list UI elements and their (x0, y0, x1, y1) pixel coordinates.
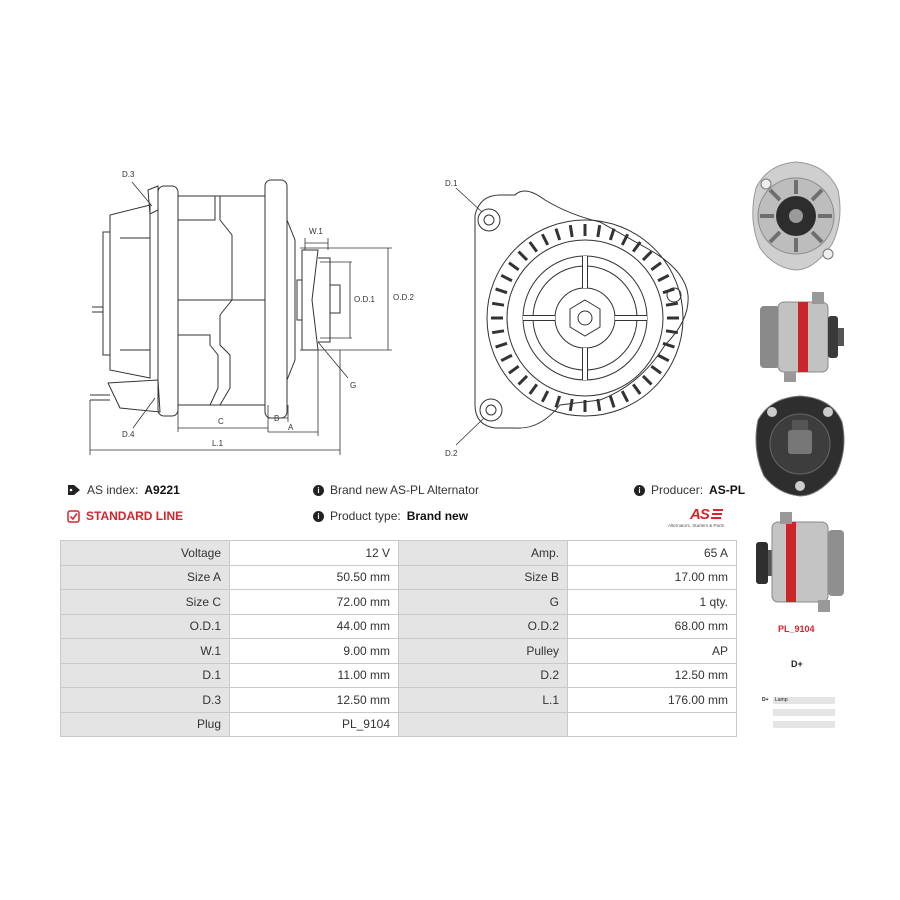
fan-slot (501, 355, 512, 360)
svg-text:D.2: D.2 (445, 449, 458, 458)
svg-text:B: B (274, 414, 280, 423)
fan-slot (658, 275, 669, 280)
info-icon: i (634, 485, 645, 496)
plug-pin-row (762, 721, 835, 728)
mount-hole-d1 (484, 215, 494, 225)
fan-slot (610, 229, 614, 240)
front-ring (265, 180, 287, 418)
fan-slot (556, 229, 560, 240)
table-row: W.1 9.00 mm Pulley AP (61, 639, 737, 664)
fan-slot (651, 366, 661, 373)
table-row: O.D.1 44.00 mm O.D.2 68.00 mm (61, 614, 737, 639)
fan-slot (496, 343, 507, 347)
fan-slot (643, 376, 651, 384)
product-photo-side-2[interactable] (756, 510, 848, 615)
table-row: Plug PL_9104 (61, 712, 737, 737)
fan-slot (496, 289, 507, 293)
svg-text:L.1: L.1 (212, 439, 224, 448)
fan-slots (491, 224, 679, 412)
logo-stripes-icon (710, 509, 724, 520)
fan-slot (530, 384, 537, 394)
as-index: AS index: A9221 (67, 483, 180, 497)
fan-slot (663, 343, 674, 347)
checkbox-icon (67, 510, 80, 523)
rear-housing (110, 205, 150, 378)
svg-text:D.3: D.3 (122, 170, 135, 179)
fan-slot (633, 384, 640, 394)
fan-slot (519, 252, 527, 260)
product-photo-front[interactable] (748, 158, 844, 278)
fan-slot (501, 275, 512, 280)
fan-slot (509, 263, 519, 270)
mount-hole-d2 (486, 405, 496, 415)
fan-slot (570, 399, 572, 411)
table-row: D.1 11.00 mm D.2 12.50 mm (61, 663, 737, 688)
fan-slot (666, 303, 678, 305)
fan-slot (633, 242, 640, 252)
plug-pin-row: D+ Lamp (762, 697, 835, 704)
fan-slot (651, 263, 661, 270)
as-index-value: A9221 (144, 483, 180, 497)
plug-name-label: PL_9104 (778, 624, 815, 634)
fan-slot (570, 225, 572, 237)
pulley (302, 250, 318, 350)
svg-text:G: G (350, 381, 357, 390)
fan-slot (658, 355, 669, 360)
fan-slot (643, 252, 651, 260)
stator-front-ring (158, 186, 178, 416)
plug-pin-row (762, 709, 835, 716)
svg-text:O.D.2: O.D.2 (393, 293, 414, 302)
svg-text:D.1: D.1 (445, 179, 458, 188)
brand-info: i Brand new AS-PL Alternator (313, 483, 479, 497)
info-icon: i (313, 511, 324, 522)
table-row: D.3 12.50 mm L.1 176.00 mm (61, 688, 737, 713)
producer: i Producer: AS-PL (634, 483, 745, 497)
front-view-drawing (440, 170, 700, 460)
product-photo-rear[interactable] (752, 390, 848, 500)
svg-text:W.1: W.1 (309, 227, 323, 236)
plug-pin-table (762, 697, 835, 728)
fan-slot (519, 376, 527, 384)
standard-line-badge: STANDARD LINE (67, 509, 183, 523)
fan-slot (542, 234, 547, 245)
table-row: Size A 50.50 mm Size B 17.00 mm (61, 565, 737, 590)
table-row: Voltage 12 V Amp. 65 A (61, 541, 737, 566)
product-type: i Product type: Brand new (313, 509, 468, 523)
fan-slot (663, 289, 674, 293)
fan-slot (666, 331, 678, 333)
svg-text:D.4: D.4 (122, 430, 135, 439)
product-photo-side[interactable] (752, 288, 848, 384)
fan-slot (509, 366, 519, 373)
fan-slot (492, 331, 504, 333)
fan-slot (598, 225, 600, 237)
fan-slot (530, 242, 537, 252)
side-view-drawing (85, 165, 435, 465)
info-icon: i (313, 485, 324, 496)
svg-text:C: C (218, 417, 224, 426)
table-row: Size C 72.00 mm G 1 qty. (61, 590, 737, 615)
fan-slot (610, 396, 614, 407)
fan-slot (492, 303, 504, 305)
tag-icon (67, 484, 81, 496)
plug-terminal-label: D+ (791, 659, 803, 669)
svg-text:A: A (288, 423, 294, 432)
fan-slot (542, 391, 547, 402)
svg-text:O.D.1: O.D.1 (354, 295, 375, 304)
fan-slot (598, 399, 600, 411)
fan-slot (622, 391, 627, 402)
pulley-nut (570, 300, 600, 336)
specification-table (60, 540, 737, 737)
as-pl-logo: AS Alternators, Starters & Parts (668, 506, 725, 528)
